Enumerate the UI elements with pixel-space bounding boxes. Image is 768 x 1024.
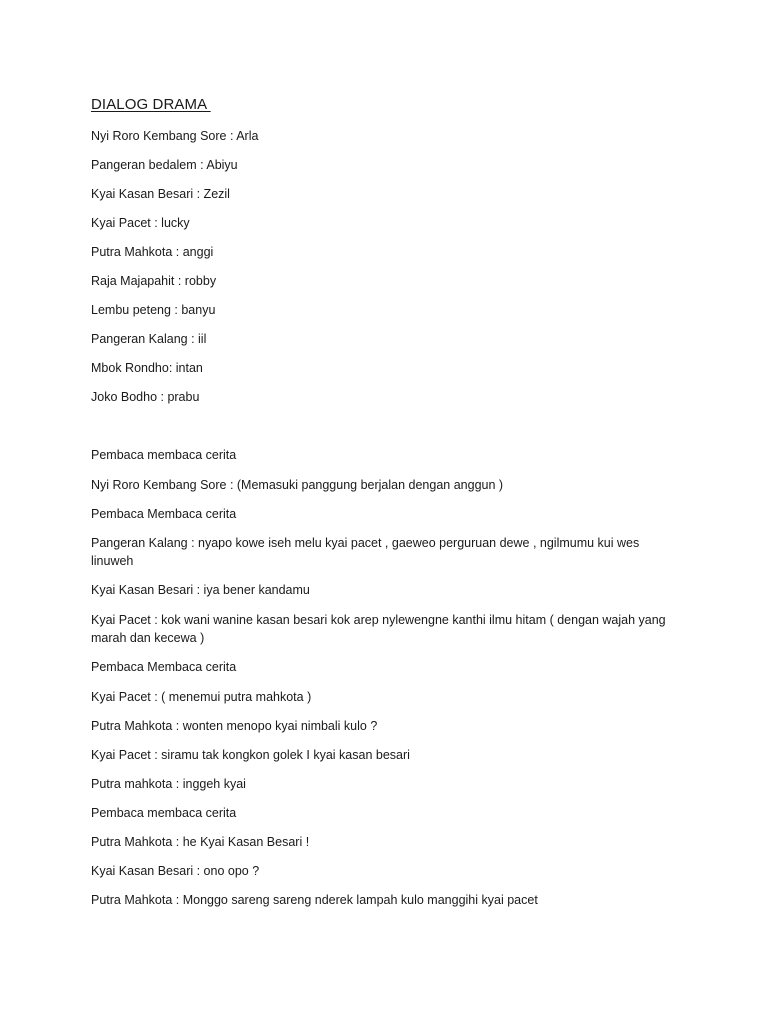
cast-line: Kyai Kasan Besari : Zezil [91, 187, 230, 201]
cast-line: Pangeran bedalem : Abiyu [91, 158, 238, 172]
cast-line: Putra Mahkota : anggi [91, 245, 214, 259]
document-title: DIALOG DRAMA [91, 96, 211, 113]
dialog-line: Putra Mahkota : Monggo sareng sareng nderek lampah kulo manggihi kyai pacet [91, 893, 538, 907]
dialog-line: Pangeran Kalang : nyapo kowe iseh melu kyai pacet , gaeweo perguruan dewe , ngilmumu kui wes linuweh [91, 536, 640, 568]
cast-line: Nyi Roro Kembang Sore : Arla [91, 129, 259, 143]
dialog-line: Putra mahkota : inggeh kyai [91, 777, 246, 791]
cast-line: Lembu peteng : banyu [91, 303, 216, 317]
dialog-line: Putra Mahkota : he Kyai Kasan Besari ! [91, 835, 310, 849]
cast-line: Raja Majapahit : robby [91, 274, 217, 288]
dialog-line: Kyai Pacet : kok wani wanine kasan besari kok arep nylewengne kanthi ilmu hitam ( dengan wajah yang marah dan kecewa ) [91, 613, 666, 645]
dialog-line: Kyai Kasan Besari : ono opo ? [91, 864, 260, 878]
dialog-line: Kyai Pacet : ( menemui putra mahkota ) [91, 690, 312, 704]
cast-line: Joko Bodho : prabu [91, 390, 200, 404]
cast-line: Kyai Pacet : lucky [91, 216, 190, 230]
cast-line: Pangeran Kalang : iil [91, 332, 207, 346]
dialog-line: Pembaca membaca cerita [91, 448, 237, 462]
dialog-line: Nyi Roro Kembang Sore : (Memasuki panggung berjalan dengan anggun ) [91, 478, 504, 492]
dialog-line: Pembaca membaca cerita [91, 806, 237, 820]
dialog-line: Pembaca Membaca cerita [91, 660, 237, 674]
cast-line: Mbok Rondho: intan [91, 361, 203, 375]
dialog-line: Kyai Kasan Besari : iya bener kandamu [91, 583, 310, 597]
dialog-line: Putra Mahkota : wonten menopo kyai nimbali kulo ? [91, 719, 378, 733]
dialog-line: Kyai Pacet : siramu tak kongkon golek I kyai kasan besari [91, 748, 410, 762]
dialog-line: Pembaca Membaca cerita [91, 507, 237, 521]
